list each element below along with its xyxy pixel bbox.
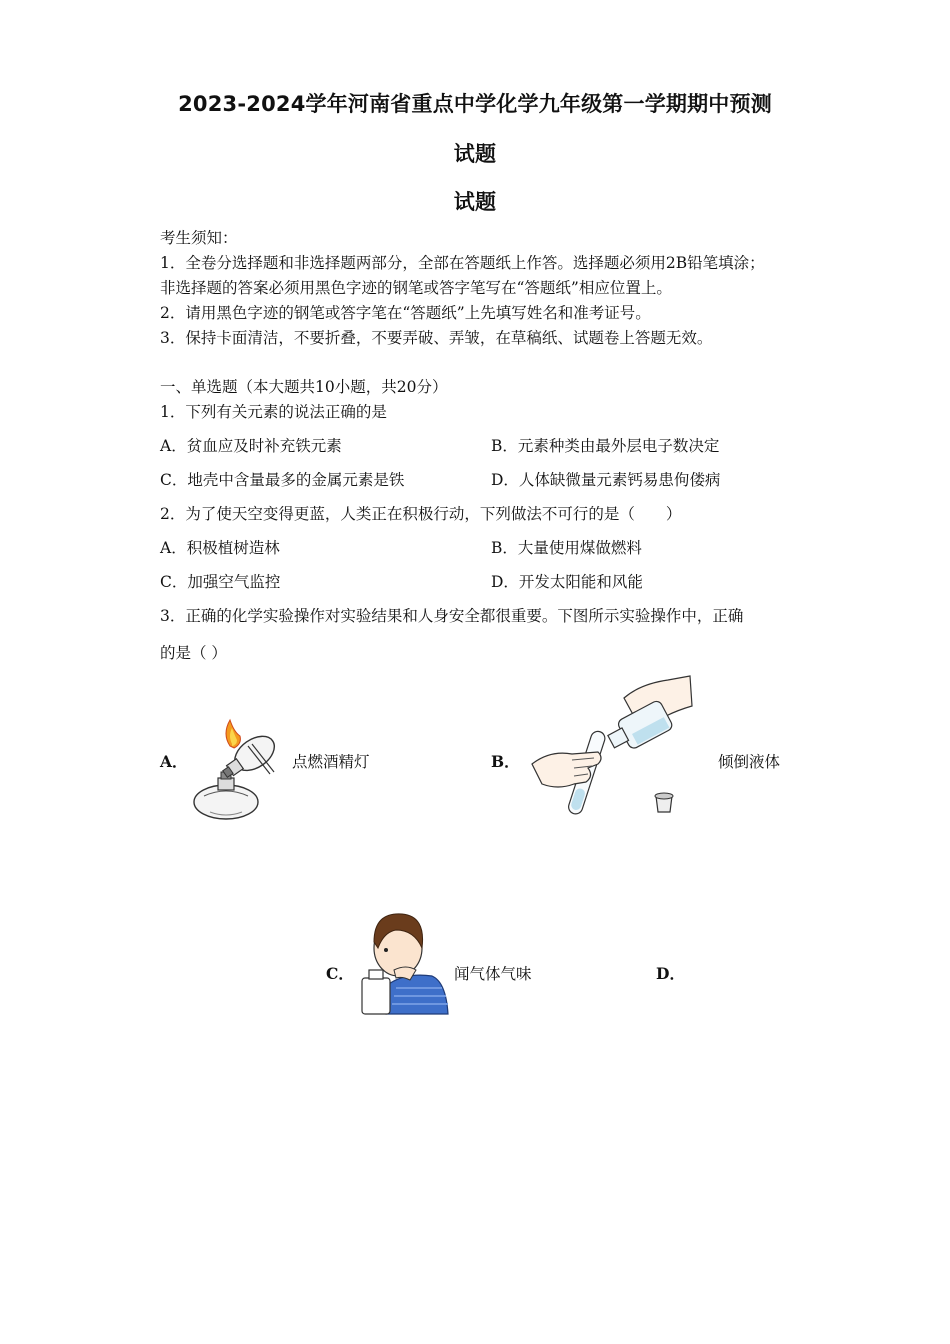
question-1-option-b: B．元素种类由最外层电子数决定 — [491, 437, 720, 455]
smelling-gas-figure — [356, 908, 450, 1018]
notice-item-1: 1．全卷分选择题和非选择题两部分，全部在答题纸上作答。选择题必须用2B铅笔填涂； — [160, 254, 765, 272]
notice-item-1-cont: 非选择题的答案必须用黑色字迹的钢笔或答字笔写在“答题纸”相应位置上。 — [160, 279, 672, 297]
question-1-stem: 1．下列有关元素的说法正确的是 — [160, 403, 387, 421]
notice-item-2: 2．请用黑色字迹的钢笔或答字笔在“答题纸”上先填写姓名和准考证号。 — [160, 304, 651, 322]
question-3-option-d-letter: D． — [656, 964, 685, 983]
alcohol-lamp-figure — [190, 716, 286, 824]
question-3-option-a-label: 点燃酒精灯 — [292, 753, 370, 771]
question-2-option-a: A．积极植树造林 — [160, 539, 280, 557]
question-2-option-d: D．开发太阳能和风能 — [491, 573, 643, 591]
question-1-option-d: D．人体缺微量元素钙易患佝偻病 — [491, 471, 721, 489]
question-3-stem: 3．正确的化学实验操作对实验结果和人身安全都很重要。下图所示实验操作中，正确 — [160, 607, 744, 625]
question-1-option-a: A．贫血应及时补充铁元素 — [160, 437, 342, 455]
question-3-option-b-letter: B． — [491, 752, 520, 771]
question-3-option-a-letter: A． — [160, 752, 188, 771]
question-2-option-c: C．加强空气监控 — [160, 573, 281, 591]
section-heading: 一、单选题（本大题共10小题，共20分） — [160, 378, 448, 396]
notice-item-3: 3．保持卡面清洁，不要折叠，不要弄破、弄皱，在草稿纸、试题卷上答题无效。 — [160, 329, 713, 347]
exam-title: 2023-2024学年河南省重点中学化学九年级第一学期期中预测 — [178, 92, 772, 116]
question-2-option-b: B．大量使用煤做燃料 — [491, 539, 642, 557]
question-1-option-c: C．地壳中含量最多的金属元素是铁 — [160, 471, 405, 489]
pouring-liquid-figure — [528, 672, 698, 824]
exam-subtitle: 试题 — [453, 190, 497, 214]
notice-heading: 考生须知： — [160, 229, 238, 247]
question-2-stem: 2．为了使天空变得更蓝，人类正在积极行动，下列做法不可行的是（ ） — [160, 505, 682, 523]
question-3-option-b-label: 倾倒液体 — [718, 753, 781, 771]
question-3-stem-cont: 的是（ ） — [160, 644, 227, 662]
exam-title-line2: 试题 — [453, 142, 497, 166]
question-3-option-c-letter: C． — [326, 964, 354, 983]
question-3-option-c-label: 闻气体气味 — [454, 965, 532, 983]
